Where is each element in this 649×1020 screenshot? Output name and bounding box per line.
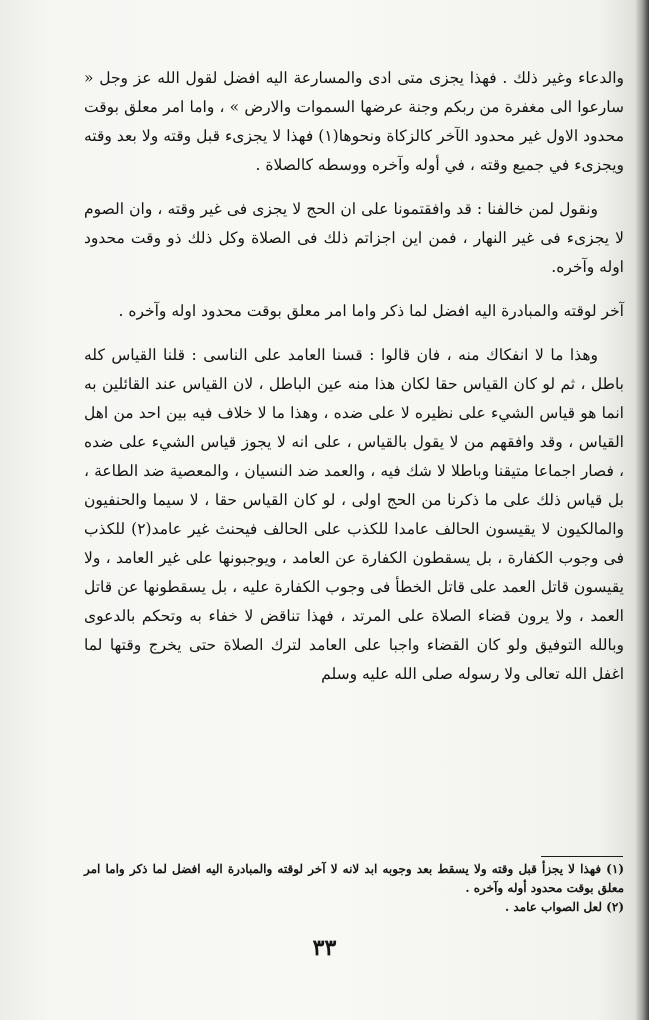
- paragraph-4: وهذا ما لا انفكاك منه ، فان قالوا : قسنا العامد على الناسى : قلنا القياس كله باطل ، ثم لو كان القياس حقا لكان هذا منه عين الباطل ، لان القياس عند القائلين به انما هو قياس الشيء على نظيره لا على ضده ، وهذا ما لا خلاف فيه بين احد من اهل القياس ، وقد وافقهم من لا يقول بالقياس ، على انه لا يجوز قياس الشيء على ضده ، فصار اجماعا متيقنا وباطلا لا شك فيه ، والعمد ضد النسيان ، والمعصية ضد الطاعة ، بل قياس ذلك على ما ذكرنا من الحج اولى ، لو كان القياس حقا ، لا سيما والحنفيون والمالكيون لا يقيسون الحالف عامدا للكذب على الحالف فيحنث غير عامد(٢) للكذب فى وجوب الكفارة ، بل يسقطون الكفارة عن العامد ، ويوجبونها على غير العامد ، ولا يقيسون قاتل العمد على قاتل الخطأ فى وجوب الكفارة عليه ، بل يسقطونها عن قاتل العمد ، ولا يرون قضاء الصلاة على المرتد ، فهذا تناقض لا خفاء به وتحكم بالدعوى وبالله التوفيق ولو كان القضاء واجبا على العامد لترك الصلاة حتى يخرج وقتها لما اغفل الله تعالى ولا رسوله صلى الله عليه وسلم: [84, 346, 624, 683]
- paragraph-2: ونقول لمن خالفنا : قد وافقتمونا على ان الحج لا يجزى فى غير وقته ، وان الصوم لا يجزىء فى غير النهار ، فمن اين اجزاتم ذلك فى الصلاة وكل ذلك ذو وقت محدود اوله وآخره.: [84, 200, 624, 276]
- footnote-2: (٢) لعل الصواب عامد .: [504, 900, 624, 914]
- footnote-divider: [541, 856, 623, 857]
- binding-shadow: [635, 0, 649, 1020]
- body-text: [84, 64, 624, 689]
- paragraph-3: آخر لوقته والمبادرة اليه افضل لما ذكر واما امر معلق بوقت محدود اوله وآخره .: [118, 302, 624, 320]
- footnotes: [84, 860, 624, 917]
- paragraph-1: والدعاء وغير ذلك . فهذا يجزى متى ادى والمسارعة اليه افضل لقول الله عز وجل « سارعوا الى مغفرة من ربكم وجنة عرضها السموات والارض » ، واما امر معلق بوقت محدود الاول غير محدود الآخر كالزكاة ونحوها(١) فهذا لا يجزىء قبل وقته ولا بعد وقته ويجزىء في جميع وقته ، في أوله وآخره ووسطه كالصلاة .: [84, 69, 624, 174]
- footnote-1: (١) فهذا لا يجزأ قبل وقته ولا يسقط بعد وجوبه ابد لانه لا آخر لوقته والمبادرة اليه افضل لما ذكر واما امر معلق بوقت محدود أوله وآخره .: [84, 862, 624, 895]
- page-number: ٣٣: [312, 935, 337, 961]
